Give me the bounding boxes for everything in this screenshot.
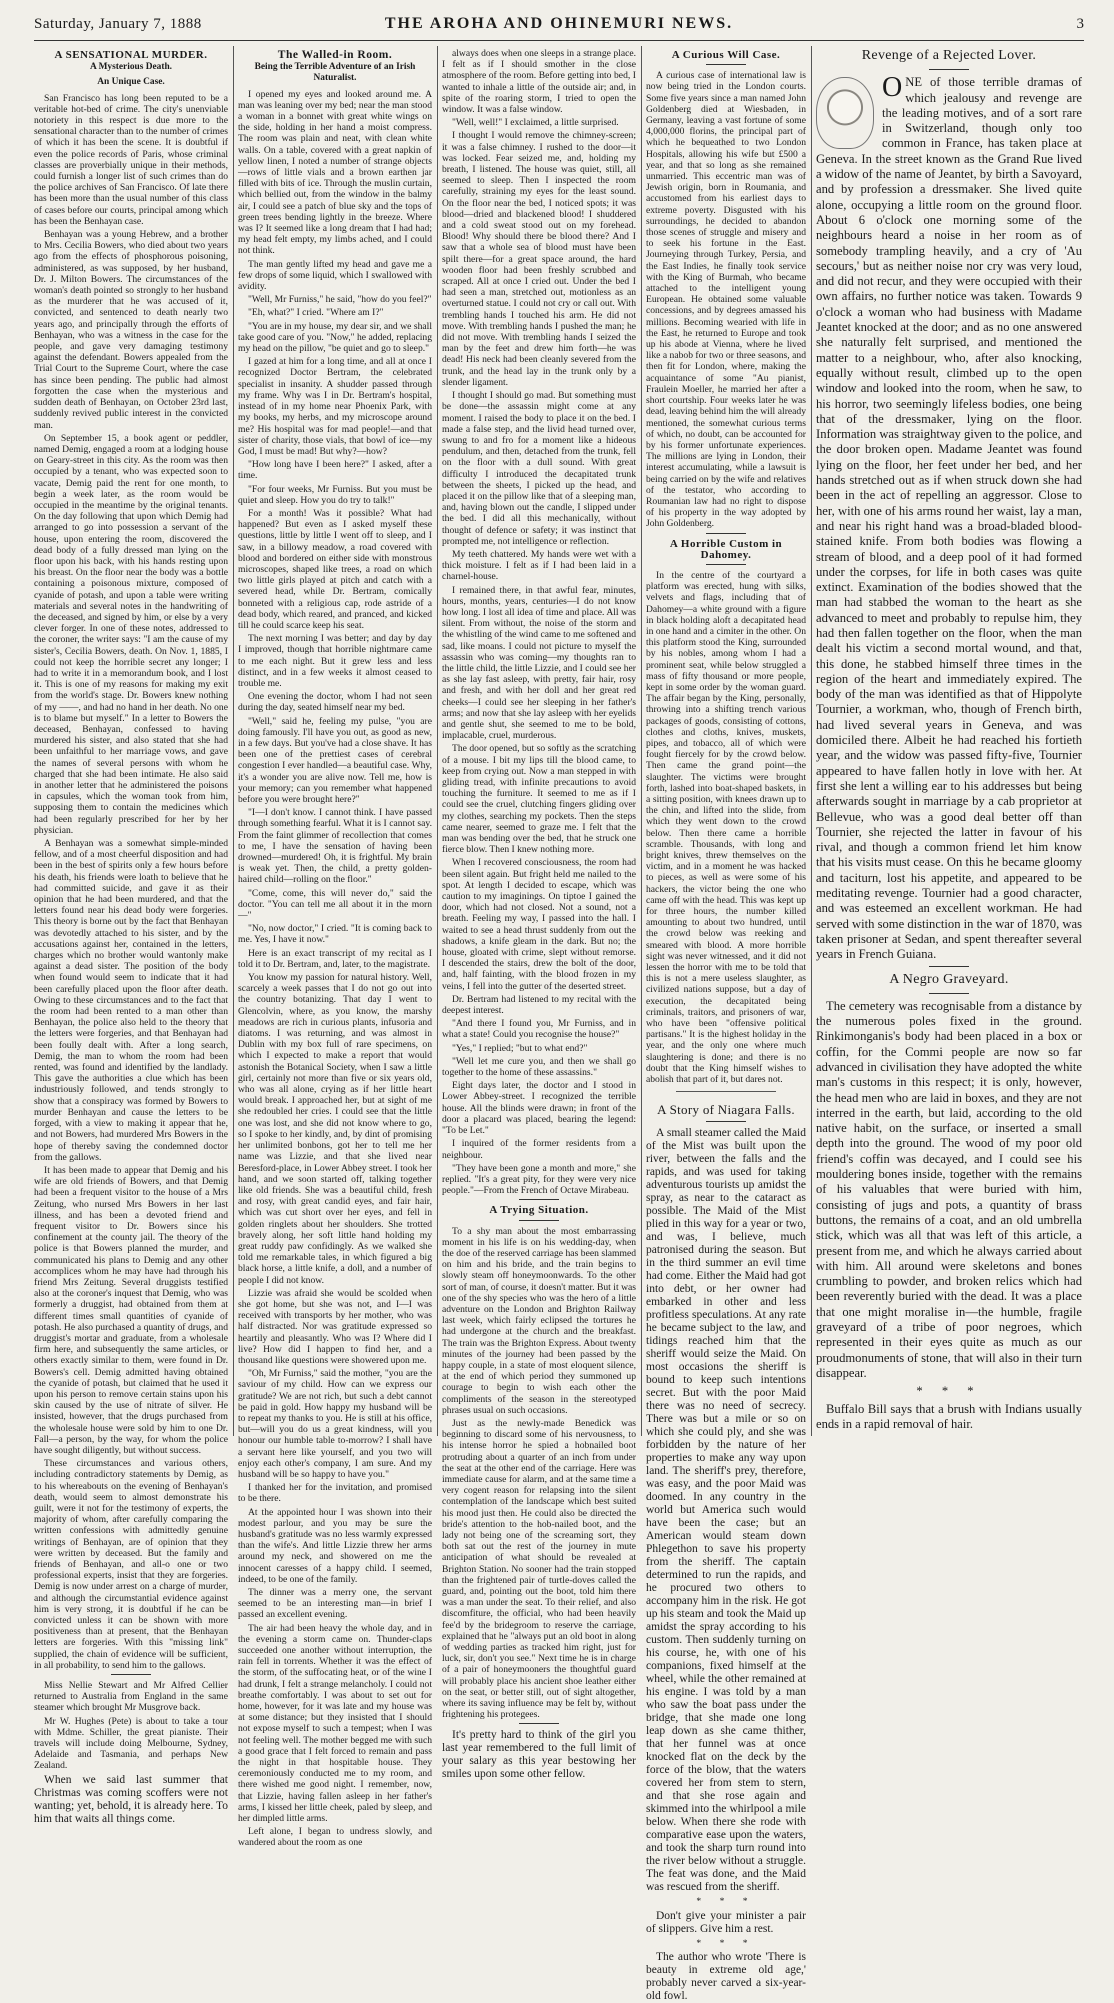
- divider: [929, 993, 969, 994]
- divider: [929, 69, 969, 70]
- paragraph: A small steamer called the Maid of the Mist was built upon the river, between the falls and the rapids, and was used for taking adventurous tourists up amidst the spray, as near to the cataract as possible. The Maid of the Mist plied in this way for a year or two, and was, I believe, much patronised during the season. But in the third summer an evil time had come. Either the Maid had got into debt, or her owner had embarked in other and less profitless speculations. At any rate he became subject to the law, and tidings reached him that the sheriff would seize the Maid. On most occasions the sheriff is bound to keep such intentions secret. But with the poor Maid there was no need of secrecy. There was but a mile or so on which she could ply, and she was forbidden by the nature of her properties to make any way upon land. The sheriff's prey, therefore, was easy, and the poor Maid was doomed. In any country in the world but America such would have been the case; but an American would steam down Phlegethon to save his property from the sheriff. The captain determined to run the rapids, and he procured two others to accompany him in the risk. He got up his steam and took the Maid up amidst the spray according to his custom. Then suddenly turning on his course, he, with one of his companions, fixed himself at the wheel, while the other remained at his engine. I was told by a man who saw the boat pass under the bridge, that she made one long leap down as she came thither, that her funnel was at once knocked flat on the deck by the force of the blow, that the waters covered her from stem to stern, and that she rose again and skimmed into the whirlpool a mile below. When there she rode with comparative ease upon the waters, and took the sharp turn round into the river below without a struggle. The feat was done, and the Maid was rescued from the sheriff.: [646, 1127, 806, 1894]
- paragraph: "Oh, Mr Furniss," said the mother, "you are the saviour of my child. How can we express our gratitude? We are not rich, but such a debt cannot be paid in gold. How happy my husband will be to repeat my thanks to you. He is still at his office, but—will you do us a great kindness, will you honour our humble table to-morrow? I shall have a servant here like yourself, and you two will enjoy each other's company, I am sure. And my husband will be so happy to have you.": [238, 1368, 432, 1480]
- column-divider: [811, 46, 812, 1436]
- paragraph: The cemetery was recognisable from a distance by the numerous poles fixed in the ground. Rinkimonganis's body had been placed in a box or coffin, for the Commi people are now so far advanced in civilisation they have adopted the white man's customs in this respect; it is only, however, the head men who are laid in boxes, and they are not interred in the earth, but laid, according to the old native habit, on the surface, or inserted a small depth into the ground. The wood of my poor old friend's coffin was decayed, and I could see his mouldering bones inside, together with the remains of his valuables that were buried with him, consisting of jugs and pots, a quantity of brass buttons, the remains of a coat, and an old umbrella stick, which was all that was left of this article, a present from me, and which he always carried about with him. All around were skeletons and bones crumbling to powder, and broken relics which had been reverently buried with the dead. It was a place that one might moralise in—the humble, fragile graveyard of a tribe of poor negroes, which represented in their eyes quite as much as our proudmonuments of stone, that will also in their turn disappear.: [816, 998, 1082, 1380]
- article-headline: A SENSATIONAL MURDER.: [54, 49, 208, 61]
- divider: [706, 1121, 746, 1122]
- paragraph: "How long have I been here?" I asked, after a time.: [238, 459, 432, 482]
- divider: [929, 966, 969, 967]
- article-headline: The Walled-in Room.: [277, 49, 393, 61]
- paragraph: My teeth chattered. My hands were wet with a thick moisture. I felt as if I had been laid in a charnel-house.: [442, 548, 636, 583]
- paragraph: I thanked her for the invitation, and promised to be there.: [238, 1482, 432, 1505]
- paragraph: "And there I found you, Mr Furniss, and in what a state! Could you recognise the house?": [442, 1018, 636, 1041]
- paragraph: "You are in my house, my dear sir, and we shall take good care of you. "Now," he added, replacing my head on the pillow, "be quiet and go to sleep.": [238, 320, 432, 355]
- paragraph: I thought I should go mad. But something must be done—the assassin might come at any moment. I raised the body to place it on the bed. I made a false step, and the livid head turned over, swung to and fro for a moment like a hideous pendulum, and then, detached from the trunk, fell on the floor with a dull sound. With great difficulty I introduced the decapitated trunk between the sheets, I picked up the head, and placed it on the pillow like that of a sleeping man, and, having blown out the candle, I slipped under the bed. I did all this mechanically, without thought of defence or safety; it was instinct that prompted me, not intelligence or reflection.: [442, 390, 636, 547]
- paragraph: I opened my eyes and looked around me. A man was leaning over my bed; near the man stood a woman in a bonnet with great white wings on the side, holding in her hand a moist compress. The room was plain and neat, with clean white walls. On a table, covered with a great napkin of yellow linen, I noted a number of strange objects—rows of little vials and a brown earthen jar filled with bits of ice. Through the muslin curtain, which bellied out, from the window in the balmy air, I could see a patch of blue sky and the tops of green trees bending lightly in the breeze. Where was I? It seemed like a long dream that I had had; my head felt empty, my limbs ached, and I could not think.: [238, 88, 432, 257]
- paragraph: The man gently lifted my head and gave me a few drops of some liquid, which I swallowed with avidity.: [238, 258, 432, 293]
- paragraph: The next morning I was better; and day by day I improved, though that horrible nightmare came to me each night. But it grew less and less distinct, and in a few weeks it almost ceased to trouble me.: [238, 633, 432, 689]
- article-headline: A Story of Niagara Falls.: [657, 1102, 795, 1118]
- newspaper-name: THE AROHA AND OHINEMURI NEWS.: [384, 15, 734, 32]
- paragraph: Here is an exact transcript of my recital as I told it to Dr. Bertram, and, later, to the magistrate.: [238, 947, 432, 970]
- paragraph: Benhayan was a young Hebrew, and a brother to Mrs. Cecilia Bowers, who died about two years ago from the effects of phosphorous poisoning, administered, as was supposed, by her husband, Dr. J. Milton Bowers. The circumstances of the woman's death pointed so strongly to her husband as the murderer that he was accused of it, convicted, and sentenced to death nearly two years ago, and principally through the efforts of Benhayan, who was a witness in the case for the people, and gave very damaging testimony against the defendant. Bowers appealed from the Trial Court to the Supreme Court, where the case has since been pending. The public had almost forgotten the case when the mysterious and sudden death of Benhayan, on October 23rd last, suddenly revived public interest in the convicted man.: [34, 229, 228, 431]
- column-3: [442, 48, 636, 1781]
- paragraph: "I—I don't know. I cannot think. I have passed through something fearful. What it is I cannot say. From the faint glimmer of recollection that comes to me, I have the sensation of having been drowned—murdered! Oh, it is frightful. My brain is weak yet. Then, the child, a pretty golden-haired child—rolling on the floor.": [238, 807, 432, 886]
- column-divider: [641, 46, 642, 1436]
- paragraph: For a month! Was it possible? What had happened? But even as I asked myself these questions, little by little I went off to sleep, and I saw, in a billowy meadow, a road covered with blood and bordered on either side with monstrous microscopes, shaped like trees, a road on which two little girls played at pitch and catch with a severed head, while Dr. Bertram, comically bonneted with a religious cap, rode astride of a dead body, which reared, and pranced, and kicked till he could scarce keep his seat.: [238, 507, 432, 631]
- paragraph: At the appointed hour I was shown into their modest parlour, and you may be sure the husband's gratitude was no less warmly expressed than the wife's. And little Lizzie threw her arms around my neck, and showered on me the innocent caresses of a happy child. I seemed, indeed, to be one of the family.: [238, 1506, 432, 1585]
- article-subheadline: A Mysterious Death.: [89, 62, 173, 73]
- paragraph: The air had been heavy the whole day, and in the evening a storm came on. Thunder-claps succeeded one another without interruption, the rain fell in torrents. Whether it was the effect of the storm, of the suffocating heat, or of the wine I had drunk, I felt a strange melancholy. I could not breathe comfortably. I was about to set out for home, however, for it was late and my house was at some distance; but they insisted that I should not expose myself to such a tempest; when I was not feeling well. The mother begged me with such a good grace that I felt forced to remain and pass the night in that hospitable house. They ceremoniously conducted me to my room, and there wished me good night. I remember, now, that Lizzie, having fallen asleep in her father's arms, I kissed her little cheek, paled by sleep, and her dimpled little arms.: [238, 1622, 432, 1825]
- masthead: [34, 14, 1084, 41]
- divider: [706, 533, 746, 534]
- paragraph: Dr. Bertram had listened to my recital with the deepest interest.: [442, 993, 636, 1017]
- article-headline: A Horrible Custom in Dahomey.: [669, 537, 783, 561]
- paragraph: Buffalo Bill says that a brush with Indians usually ends in a rapid removal of hair.: [816, 1401, 1082, 1431]
- star-separator: * * *: [696, 1937, 756, 1949]
- divider: [706, 64, 746, 65]
- paragraph: "Well," said he, feeling my pulse, "you are doing famously. I'll have you out, as good as new, in a few days. But you've had a close shave. It has been one of the prettiest cases of cerebral congestion I ever handled—a beautiful case. Why, it's a wonder you are alive now. Tell me, how is your memory; can you remember what happened before you were brought here?": [238, 715, 432, 805]
- paragraph: A curious case of international law is now being tried in the London courts. Some five years since a man named John Goldenberg died at Wiesbaden, in Germany, leaving a vast fortune of some 4,000,000 florins, the principal part of which he bequeathed to two London Hospitals, allowing his wife but £500 a year, and that so long as she remained unmarried. This eccentric man was of Jewish origin, born in Roumania, and accustomed from his earliest days to extreme poverty. Disgusted with his surroundings, he decided to abandon those scenes of struggle and misery and to seek his fortune in the East. Journeying through Turkey, Persia, and the East Indies, he finally took service with the King of Burmah, who became attached to the intelligent young European. He obtained some valuable concessions, and by degrees amassed his millions. Becoming wearied with life in the East, he returned to Europe and took up his abode at Vienna, where he lived like a nabob for two or three seasons, and then fit for London, where, making the acquaintance of some "Au pianist, Fraulein Moeller, he married her after a short courtship. Four weeks later he was dead, leaving behind him the will already mentioned, the somewhat curious terms of which, no doubt, can be accounted for by his former unfortunate experiences. The millions are lying in London, their interest accumulating, while a lawsuit is being carried on by the wife and relatives of the testator, who according to Roumanian law had no right to dispose of his property in the way adopted by John Goldenberg.: [646, 70, 806, 530]
- divider: [519, 1723, 559, 1724]
- article-subheadline: An Unique Case.: [97, 77, 165, 88]
- article-subheadline: Being the Terrible Adventure of an Irish Naturalist.: [254, 62, 416, 84]
- paragraph: [816, 72, 1082, 962]
- paragraph: It has been made to appear that Demig and his wife are old friends of Bowers, and that Demig had been a frequent visitor to the house of a Mrs Zeitung, who nursed Mrs Bowers in her last illness, and has been a devoted friend and frequent visitor to Dr. Bowers since his confinement at the county jail. The theory of the police is that Bowers planned the murder, and communicated his plans to Demig and any other accomplices whom he may have had through his friend Mrs Zeitung. Several druggists testified also at the coroner's inquest that Demig, who was formerly a druggist, had obtained from them at different times small quantities of cyanide of potash. He also purchased a quantity of drugs, and druggist's mortar and graduate, from a wholesale firm here, and subsequently the same articles, or others exactly similar to them, were found in Dr. Bowers's cell. Demig admitted having obtained the cyanide of potash, but claimed that he used it upon his person to remove certain stains upon his skin caused by the use of nitrate of silver. He insisted, however, that the drugs purchased from the wholesale house were sold by him to one Dr. Fall—a person, by the way, for whom the police have sought diligently, but without success.: [34, 1164, 228, 1456]
- paragraph: "They have been gone a month and more," she replied. "It's a great pity, for they were very nice people."—From the French of Octave Mirabeau.: [442, 1162, 636, 1197]
- paragraph: It's pretty hard to think of the girl you last year remembered to the full limit of your salary as this year bestowing her smiles upon some other fellow.: [442, 1729, 636, 1781]
- column-5: [816, 48, 1082, 1434]
- column-1: [34, 48, 228, 1825]
- paragraph: "No, now doctor," I cried. "It is coming back to me. Yes, I have it now.": [238, 923, 432, 946]
- paragraph: Just as the newly-made Benedick was beginning to discard some of his nervousness, to his intense horror he spied a hobnailed boot protruding about a quarter of an inch from under the seat at the other end of the carriage. Here was immediate cause for alarm, and at the same time a very cogent reason for relapsing into the silent contemplation of the landscape which best suited his mood just then. He could also be directed the bride's attention to the hob-nailed boot, and the lady not being one of the screaming sort, they both sat out the rest of the journey in mute anticipation of what should be revealed at Brighton Station. No sooner had the train stopped than the frightened pair of turtle-doves called the guard, and, pointing out the boot, told him there was a man under the seat. To their relief, and also discomfiture, the official, who had been heavily fee'd by the bridegroom to reserve the carriage, explained that he "always put an old boot in along of wedding parties as tracked him right, just for luck, sir, don't you see." Next time he is in charge of a pair of honeymooners the thoughtful guard will probably place his ancient shoe leather either on the seat, or better still, out of sight altogether, where its saving influence may be felt by, without frightening his protegees.: [442, 1417, 636, 1721]
- paragraph: I remained there, in that awful fear, minutes, hours, months, years, centuries—I do not know how long. I lost all idea of time and place. All was silent. From without, the noise of the storm and the whistling of the wind came to me softened and sad, like moans. I could not picture to myself the assassin who was coming—my thoughts ran to the little child, the little Lizzie, and I could see her as she lay fast asleep, with pretty, fair hair, rosy and fresh, and with her doll and her great red cheeks—I could see her sleeping in her father's arms; and now that she lay asleep with her eyelids and gentle shut, she seemed to me to be bold, implacable, cruel, murderous.: [442, 584, 636, 742]
- paragraph: "Well, well!" I exclaimed, a little surprised.: [452, 117, 619, 129]
- paragraph: A Benhayan was a somewhat simple-minded fellow, and of a most cheerful disposition and had been in the best of spirits only a few hours before his death, his friends were loath to believe that he had committed suicide, and gave it as their opinion that he had been murdered, and that the letters found near his dead body were forgeries. This theory is borne out by the fact that Benhayan was devotedly attached to his sister, and by the accusations against her, contained in the letters, charges which no brother would wantonly make against a dead sister. The position of the body when found would seem to indicate that it had been carefully placed upon the floor after death. Owing to these circumstances and to the fact that the room had been rented to a man other than Benhayan, the police also held to the theory that the letters were forgeries, and that Benhayan had been foully dealt with. After a long search, Demig, the man to whom the room had been rented, was found and identified by the landlady. This gave the authorities a clue which has been industriously followed, and tends strongly to show that a conspiracy was formed by Bowers to murder Benhayan and cause the letters to be forged, with a view to making it appear that he, and not Bowers, had murdered Mrs Bowers in the hope of thereby saving the condemned doctor from the gallows.: [34, 838, 228, 1163]
- paragraph: "Come, come, this will never do," said the doctor. "You can tell me all about it in the morn—": [238, 887, 432, 922]
- paragraph: The door opened, but so softly as the scratching of a mouse. I bit my lips till the blood came, to keep from crying out. Now a man stepped in with gliding tread, with infinite precautions to avoid touching the furniture. It seemed to me as if I could see the cruel, clutching fingers gliding over my clothes, searching my pockets. Then the steps came nearer, seemed to graze me. I felt that the man was bending over the bed, that he struck one fierce blow. Then I knew nothing more.: [442, 743, 636, 856]
- column-divider: [233, 46, 234, 1436]
- paragraph: "Yes," I replied; "but to what end?": [452, 1042, 588, 1054]
- paragraph: Miss Nellie Stewart and Mr Alfred Cellier returned to Australia from England in the same steamer which brought Mr Musgrove back.: [34, 1680, 228, 1714]
- paragraph: "Eh, what?" I cried. "Where am I?": [248, 307, 384, 319]
- divider: [519, 1199, 559, 1200]
- star-separator: * * *: [916, 1384, 982, 1399]
- paragraph: "Well, Mr Furniss," he said, "how do you feel?": [248, 294, 432, 306]
- article-headline: A Curious Will Case.: [671, 49, 781, 61]
- paragraph: always does when one sleeps in a strange place. I felt as if I should smother in the close atmosphere of the room. Before getting into bed, I wanted to inhale a little of the outside air; and, in spite of the roaring storm, I tried to open the window. It was a false window.: [442, 48, 636, 116]
- paragraph: When we said last summer that Christmas was coming scoffers were not wanting; yet, behold, it is already here. To him that waits all things come.: [34, 1773, 228, 1825]
- divider: [706, 564, 746, 565]
- paragraph: Mr W. Hughes (Pete) is about to take a tour with Mdme. Schiller, the great pianiste. Their travels will include doing Melbourne, Sydney, Adelaide and Tasmania, and perhaps New Zealand.: [34, 1715, 228, 1772]
- paragraph: These circumstances and various others, including contradictory statements by Demig, as to his whereabouts on the evening of Benhayan's death, would seem to almost demonstrate his guilt, were it not for the testimony of experts, the majority of whom, after carefully comparing the written confessions with admittedly genuine writings of Benhayan, are of opinion that they were written by deceased. But the family and friends of Benhayan, and all-o one or two professional experts, insist that they are forgeries. Demig is now under arrest on a charge of murder, and although the circumstantial evidence against him is very strong, it is doubtful if he can be convicted unless it can be shown with more positiveness than at present, that the Benhayan letters are forgeries. With this "missing link" supplied, the chain of evidence will be sufficient, in all probability, to send him to the gallows.: [34, 1458, 228, 1671]
- article-headline: A Negro Graveyard.: [889, 971, 1009, 987]
- paragraph: "Well let me cure you, and then we shall go together to the home of these assassins.": [442, 1055, 636, 1079]
- paragraph: I thought I would remove the chimney-screen; it was a false chimney. I rushed to the door—it was locked. Fear seized me, and, holding my breath, I listened. The house was quiet, still, all seemed to sleep. Then I inspected the room carefully, straining my eyes for the least sound. On the floor near the bed, I noticed spots; it was blood—dried and blackened blood! I shuddered and a cold sweat stood out on my forehead. Blood! Why should there be blood there? And I saw that a whole sea of blood must have been spilt there—for a great space around, the hard wooden floor had been freshly scrubbed and scraped. All at once I cried out. Under the bed I had seen a man, stretched out, motionless as an overturned statue. I could not cry or call out. With trembling hands I touched his arm. He did not move. With trembling hands I pushed the man; he did not move. With trembling hands I seized the man by the feet and drew him forth—he was dead! His neck had been cleanly severed from the trunk, and the head lay in the trunk only by a slender ligament.: [442, 130, 636, 388]
- paragraph: Lizzie was afraid she would be scolded when she got home, but she was not, and I—I was received with transports by her mother, who was half distracted. Nor was gratitude expressed so heartily and pleasantly. Who was I? Where did I live? How did I happen to find her, and a thousand like questions were showered upon me.: [238, 1287, 432, 1366]
- drop-cap: O: [882, 72, 903, 104]
- paragraph: Left alone, I began to undress slowly, and wandered about the room as one: [238, 1826, 432, 1849]
- paragraph: When I recovered consciousness, the room had been silent again. But fright held me nailed to the spot. At length I decided to escape, which was caution to my imaginings. On tiptoe I gained the door, which had not closed. Not a sound, not a breath. Feeling my way, I passed into the hall. I waited to see a head thrust suddenly from out the shadows, a knife gleam in the dark. But no; the house, gloated with crime, slept without remorse. I descended the stairs, drew the bolt of the door, and, half fainting, with the blood frozen in my veins, I fell into the gutter of the deserted street.: [442, 857, 636, 992]
- portrait-illustration: [816, 77, 874, 149]
- paragraph: I gazed at him for a long time, and all at once I recognized Doctor Bertram, the celebrated specialist in insanity. A shudder passed through my frame. Why was I in Dr. Bertram's hospital, instead of in my home near Phoenix Park, with my books, my herbs, and my microscope around me? His hospital was for mad people!—and that sister of charity, those vials, that bowl of ice—my God, I must be mad! But why?—how?: [238, 356, 432, 457]
- paragraph: On September 15, a book agent or peddler, named Demig, engaged a room at a lodging house on Geary-street in this city. As the room was then occupied by a tenant, who was expected soon to vacate, Demig paid the rent for one month, to begin a week later, as the room would be occupied in the meantime by the original tenants. On the day following that upon which Demig had arranged to go into possession a servant of the house, upon entering the room, discovered the dead body of a fully dressed man lying on the floor upon his back, with his hands resting upon his breast. On the floor near the body was a bottle containing a poisonous mixture, composed of cyanide of potash, and upon a table were writing materials and several notes in the handwriting of the deceased, and signed by him, or else by a very clever forger. In one of these notes, addressed to the coroner, the writer says: "I am the cause of my sister's, Cecilia Bowers, death. On Nov. 1, 1885, I could not keep the horrible secret any longer; I had to write it in a memorandum book, and I lost it. This is one of my reasons for making my exit from the world's stage. Dr. Bowers knew nothing of my ——, and had no hand in her death. No one is to blame but myself." In a letter to Bowers the deceased, Benhayan, confessed to having murdered his sister, and also stated that she had been unfaithful to her marriage vows, and gave the names of several persons with whom he charged that she had been intimate. He also said in another letter that he administered the poisons in capsules, which the woman took from him, supposing them to contain the medicines which had been regularly prescribed for her by her physician.: [34, 432, 228, 836]
- paragraph: The dinner was a merry one, the servant seemed to be an interesting man—in brief I passed an excellent evening.: [238, 1587, 432, 1621]
- paragraph: You know my passion for natural history. Well, scarcely a week passes that I do not go out into the country botanizing. That day I went to Glencolvin, where, as you know, the marshy meadows are rich in curious plants, infusoria and diatoms. I was returning, and was almost in Dublin with my box full of rare specimens, on which I expected to make a report that would astonish the Botanical Society, when I saw a little girl, certainly not more than five or six years old, who was all alone, crying as if her little heart would break. I approached her, but at sight of me she redoubled her cries. I could see that the little one was lost, and she did not know where to go, so I spoke to her kindly, and, by dint of promising her unlimited bonbons, got her to tell me her name was Lizzie, and that she lived near Beresford-place, in Lower Abbey street. I took her hand, and we soon started off, talking together like old friends. She was a beautiful child, fresh and rosy, with great candid eyes, and fair hair, which was cut short over her eyes, and fell in golden ringlets about her shoulders. She trotted bravely along, her soft little hand holding my great ruddy paw confidingly. As we walked she told me remarkable tales, in which figured a big black horse, a little knife, a doll, and a number of people I did not know.: [238, 972, 432, 1286]
- paragraph: One evening the doctor, whom I had not seen during the day, seated himself near my bed.: [238, 691, 432, 714]
- column-4: [646, 48, 806, 2002]
- issue-date: Saturday, January 7, 1888: [34, 16, 202, 32]
- article-headline: Revenge of a Rejected Lover.: [861, 48, 1037, 63]
- paragraph: San Francisco has long been reputed to be a veritable hot-bed of crime. The city's unenviable notoriety in this respect is due more to the sensational character than to the number of crimes of which it has been the scene. It is doubtful if even the police records of Paris, whose criminal classes are proverbially unique in their methods, could furnish a longer list of such crimes than do the police archives of San Francisco. Of late there has been more than the usual number of this class of cases before our courts, principal among which has been the Benhayan case.: [34, 92, 228, 227]
- column-2: [238, 48, 432, 1849]
- star-separator: * * *: [696, 1896, 756, 1908]
- divider: [519, 1220, 559, 1221]
- article-headline: A Trying Situation.: [489, 1204, 589, 1217]
- column-divider: [437, 46, 438, 1436]
- paragraph: Don't give your minister a pair of slippers. Give him a rest.: [646, 1909, 806, 1935]
- paragraph: "For four weeks, Mr Furniss. But you must be quiet and sleep. How you do try to talk!": [238, 483, 432, 506]
- paragraph: In the centre of the courtyard a platform was erected, hung with silks, velvets and flags, including that of Dahomey—a white ground with a figure in black holding aloft a decapitated head in one hand and a cimiter in the other. On this platform stood the King, surrounded by his nobles, among whom I had a prominent seat, while below struggled a mass of fifty thousand or more people, kept in some order by the woman guard. The affair began by the King, personally, throwing into a shifting trench various packages of goods, consisting of cottons, clothes and cloths, knives, muskets, pipes, and tobacco, all of which were fought fiercely for by the crowd below. Then came the grand point—the slaughter. The victims were brought forth, lashed into boat-shaped baskets, in a sitting position, with knees drawn up to the chin, and lifted into the slide, from which they went down to the crowd below. Then there came a horrible scramble. Thousands, with long and bright knives, threw themselves on the victim, and in a moment he was hacked to pieces, as well as were some of his hackers, the victor being the one who came off with the head. This was kept up for three hours, the number killed amounting to about two hundred, until the crowd below was reeking and smeared with blood. A more horrible sight was never witnessed, and it did not lessen the horror with me to be told that this is not a mere useless slaughter, as civilized nations suppose, but a day of execution, the decapitated being criminals, traitors, and prisoners of war, who have been "offensive political partisans." It is the highest holiday in the year, and the only one where much slaughtering is done; and there is no doubt that the King himself wishes to abolish that part of it, but dares not.: [646, 569, 806, 1086]
- paragraph: Eight days later, the doctor and I stood in Lower Abbey-street. I recognized the terrible house. All the blinds were drawn; in front of the door a placard was placed, bearing the legend: "To be Let.": [442, 1080, 636, 1137]
- divider: [111, 1674, 151, 1675]
- divider: [676, 1091, 776, 1092]
- page-number: 3: [1076, 16, 1084, 32]
- paragraph-text: NE of those terrible dramas of which jealousy and revenge are the leading motives, and of a sort rare in Switzerland, though only too common in France, has taken place at Geneva. In the street known as the Grand Rue lived a widow of the name of Jeantet, by birth a Savoyard, and by profession a dressmaker. She lived quite alone, occupying a little room on the ground floor. About 6 o'clock one morning some of the neighbours heard a noise in her room as of somebody trampling heavily, and a cry of 'Au secours,' but as neither noise nor cry was very loud, and did not recur, and they were occupied with their own affairs, no further notice was taken. Towards 9 o'clock a woman who had business with Madame Jeantet knocked at the door; and as no one answered she naturally felt surprised, and mentioned the matter to a neighbour, who, after also knocking, equally without result, climbed up to the open window and looked into the room, when he saw, to his horror, two seemingly lifeless bodies, one being that of the dressmaker, lying on the floor. Information was straightway given to the police, and the door broken open. Madame Jeantet was found lying on the floor, her feet under her bed, and her hands stretched out as if when struck down she had been in the act of repelling an aggressor. Close to her, with one of his arms round her waist, lay a man, and near his right hand was a broad-bladed blood-stained knife. From both bodies was flowing a stream of blood, and a deep pool of it had formed under the corpses, for life in both cases was quite extinct. Examination of the bodies showed that the man had stabbed the woman to the heart as she advanced to meet and probably to repulse him, they had then fallen together on the floor, when the man dealt his victim a second mortal wound, and that, this done, he stabbed himself three times in the region of the heart and immediately expired. The body of the man was identified as that of Hippolyte Tournier, a workman, who, though of French birth, had lived several years in Geneva, and was domiciled there. Albeit he had reached his fortieth year, and the widow was passed fifty-five, Tournier appeared to have fallen hotly in love with her. At first she lent a willing ear to his addresses but being afterwards sought in marriage by a cab proprietor at Bellevue, who was a good deal better off than Tournier, she rejected the latter in favour of his rival, and though a common friend let him know that his visits must cease. On this he became gloomy and taciturn, lost his appetite, and appeared to be meditating revenge. Tournier had a good character, and was esteemed an excellent workman. He had served with some distinction in the war of 1870, was taken prisoner at Sedan, and spent thereafter several years in French Guiana.: [816, 75, 1082, 962]
- paragraph: The author who wrote 'There is beauty in extreme old age,' probably never carved a six-year-old fowl.: [646, 1950, 806, 2002]
- paragraph: To a shy man about the most embarrassing moment in his life is on his wedding-day, when the doe of the reserved carriage has been slammed on him and his bride, and the train begins to slowly steam off honeymoonwards. To the other sort of man, of course, it doesn't matter. But it was one of the shy species who was the hero of a little adventure on the London and Brighton Railway last week, which fairly eclipsed the tortures he had undergone at the church and the breakfast. The train was the Brighton Express. About twenty minutes of the journey had been passed by the happy couple, in a state of most eloquent silence, at the end of which period they summoned up courage to begin to wish each other the compliments of the season in the stereotyped phrases usual on such occasions.: [442, 1225, 636, 1416]
- paragraph: I inquired of the former residents from a neighbour.: [442, 1138, 636, 1161]
